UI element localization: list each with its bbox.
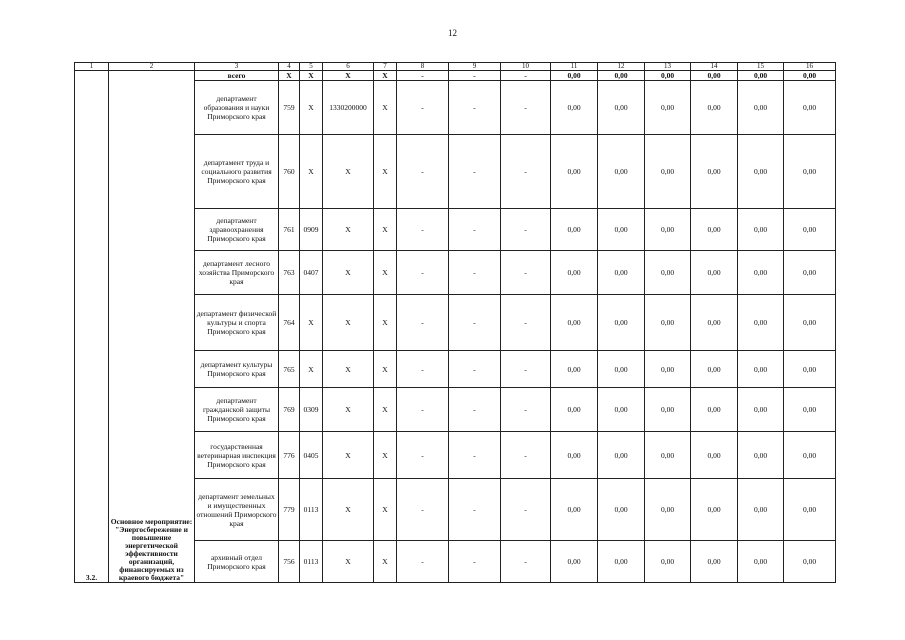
cell: 0,00 — [738, 295, 784, 351]
cell: 0,00 — [784, 135, 836, 209]
cell: X — [374, 295, 397, 351]
cell: - — [397, 541, 449, 583]
cell: 0,00 — [738, 388, 784, 432]
cell: X — [323, 479, 374, 541]
cell: 0,00 — [551, 541, 598, 583]
cell: 0,00 — [784, 388, 836, 432]
cell: X — [323, 71, 374, 81]
cell: - — [449, 351, 501, 388]
cell: 0,00 — [645, 71, 691, 81]
cell: - — [501, 388, 551, 432]
cell: - — [449, 81, 501, 135]
cell: X — [323, 135, 374, 209]
cell: - — [501, 135, 551, 209]
cell: - — [397, 209, 449, 251]
cell: 0,00 — [598, 351, 645, 388]
cell: - — [397, 251, 449, 295]
cell: X — [374, 479, 397, 541]
cell: X — [374, 251, 397, 295]
cell: - — [397, 351, 449, 388]
col-header: 8 — [397, 63, 449, 71]
col-header: 12 — [598, 63, 645, 71]
row-number: 3.2. — [75, 71, 109, 583]
cell: 0,00 — [598, 479, 645, 541]
cell: 0407 — [300, 251, 323, 295]
col-header: 11 — [551, 63, 598, 71]
department-name: департамент труда и социального развития Приморского края — [195, 135, 279, 209]
cell: 0405 — [300, 432, 323, 479]
budget-table — [74, 62, 836, 583]
cell: 0,00 — [784, 251, 836, 295]
cell: 0113 — [300, 479, 323, 541]
cell: 0,00 — [691, 351, 738, 388]
department-name: департамент физической культуры и спорта Приморского края — [195, 295, 279, 351]
cell: - — [449, 479, 501, 541]
cell: X — [323, 388, 374, 432]
cell: - — [501, 81, 551, 135]
department-name: департамент земельных и имущественных отношений Приморского края — [195, 479, 279, 541]
cell: 0,00 — [691, 432, 738, 479]
cell: 0,00 — [691, 209, 738, 251]
cell: - — [449, 388, 501, 432]
col-header: 16 — [784, 63, 836, 71]
cell: X — [374, 209, 397, 251]
cell: 0,00 — [691, 81, 738, 135]
cell: 0,00 — [598, 295, 645, 351]
department-name: департамент образования и науки Приморского края — [195, 81, 279, 135]
cell: - — [501, 251, 551, 295]
cell: - — [501, 432, 551, 479]
col-header: 4 — [279, 63, 300, 71]
cell: 0,00 — [691, 541, 738, 583]
cell: 0,00 — [645, 541, 691, 583]
cell: 0,00 — [784, 295, 836, 351]
cell: 0,00 — [645, 351, 691, 388]
department-name: департамент гражданской защиты Приморского края — [195, 388, 279, 432]
total-label: всего — [195, 71, 279, 81]
cell: 0,00 — [645, 81, 691, 135]
cell: X — [374, 388, 397, 432]
col-header: 2 — [109, 63, 195, 71]
cell: 0,00 — [551, 432, 598, 479]
cell: 0,00 — [784, 81, 836, 135]
cell: 0,00 — [738, 541, 784, 583]
col-header: 5 — [300, 63, 323, 71]
cell: 0,00 — [551, 388, 598, 432]
cell: - — [449, 541, 501, 583]
cell: 0,00 — [784, 541, 836, 583]
cell: 0,00 — [738, 351, 784, 388]
cell: - — [449, 295, 501, 351]
cell: X — [323, 209, 374, 251]
cell: 0,00 — [738, 209, 784, 251]
cell: - — [397, 81, 449, 135]
cell: - — [397, 432, 449, 479]
cell: 0,00 — [551, 295, 598, 351]
cell: X — [300, 81, 323, 135]
cell: 0,00 — [551, 135, 598, 209]
col-header: 15 — [738, 63, 784, 71]
col-header: 9 — [449, 63, 501, 71]
cell: 0,00 — [691, 71, 738, 81]
cell: 759 — [279, 81, 300, 135]
cell: 760 — [279, 135, 300, 209]
cell: 0,00 — [598, 432, 645, 479]
cell: - — [501, 541, 551, 583]
cell: - — [449, 135, 501, 209]
col-header: 13 — [645, 63, 691, 71]
cell: - — [449, 432, 501, 479]
cell: 0,00 — [738, 479, 784, 541]
cell: 0,00 — [551, 479, 598, 541]
cell: - — [501, 209, 551, 251]
cell: 0,00 — [738, 251, 784, 295]
cell: 0,00 — [645, 479, 691, 541]
cell: X — [374, 541, 397, 583]
cell: 0,00 — [551, 209, 598, 251]
cell: 776 — [279, 432, 300, 479]
cell: 0,00 — [598, 81, 645, 135]
cell: 0,00 — [551, 81, 598, 135]
cell: - — [501, 295, 551, 351]
cell: 0,00 — [784, 71, 836, 81]
cell: 0,00 — [551, 251, 598, 295]
cell: 761 — [279, 209, 300, 251]
cell: X — [323, 432, 374, 479]
cell: 0113 — [300, 541, 323, 583]
cell: 0,00 — [645, 251, 691, 295]
cell: - — [397, 135, 449, 209]
cell: 0,00 — [691, 479, 738, 541]
cell: 0,00 — [691, 295, 738, 351]
cell: 779 — [279, 479, 300, 541]
cell: X — [300, 351, 323, 388]
cell: 0909 — [300, 209, 323, 251]
cell: 0,00 — [598, 251, 645, 295]
cell: 764 — [279, 295, 300, 351]
cell: 0,00 — [738, 432, 784, 479]
cell: 0,00 — [645, 209, 691, 251]
cell: 0,00 — [738, 135, 784, 209]
cell: X — [374, 71, 397, 81]
cell: 0,00 — [598, 71, 645, 81]
cell: X — [374, 351, 397, 388]
cell: 0,00 — [691, 388, 738, 432]
cell: - — [397, 479, 449, 541]
cell: - — [501, 351, 551, 388]
cell: X — [323, 295, 374, 351]
cell: 0,00 — [784, 351, 836, 388]
cell: 0309 — [300, 388, 323, 432]
cell: - — [501, 479, 551, 541]
col-header: 10 — [501, 63, 551, 71]
cell: 763 — [279, 251, 300, 295]
cell: - — [397, 295, 449, 351]
cell: X — [323, 251, 374, 295]
cell: 0,00 — [691, 251, 738, 295]
cell: 0,00 — [784, 479, 836, 541]
cell: 0,00 — [738, 71, 784, 81]
summary-row — [75, 71, 836, 81]
cell: - — [397, 388, 449, 432]
cell: 0,00 — [645, 135, 691, 209]
event-description: Основное мероприятие: "Энергосбережение и повышение энергетической эффективности организаций, финансируемых из краевого бюджета" — [109, 71, 195, 583]
cell: 0,00 — [598, 388, 645, 432]
cell: 0,00 — [645, 388, 691, 432]
cell: - — [449, 251, 501, 295]
cell: 0,00 — [598, 541, 645, 583]
cell: - — [449, 71, 501, 81]
cell: 765 — [279, 351, 300, 388]
cell: 0,00 — [645, 295, 691, 351]
col-header: 6 — [323, 63, 374, 71]
cell: 0,00 — [738, 81, 784, 135]
cell: 0,00 — [784, 432, 836, 479]
cell: X — [300, 295, 323, 351]
cell: X — [374, 135, 397, 209]
cell: 756 — [279, 541, 300, 583]
cell: X — [323, 351, 374, 388]
cell: X — [323, 541, 374, 583]
department-name: департамент культуры Приморского края — [195, 351, 279, 388]
cell: - — [397, 71, 449, 81]
cell: 0,00 — [598, 135, 645, 209]
cell: 0,00 — [598, 209, 645, 251]
header-row — [75, 63, 836, 71]
page-number: 12 — [448, 28, 457, 38]
cell: X — [374, 432, 397, 479]
col-header: 1 — [75, 63, 109, 71]
cell: 0,00 — [551, 71, 598, 81]
cell: 0,00 — [691, 135, 738, 209]
department-name: государственная ветеринарная инспекция Приморского края — [195, 432, 279, 479]
col-header: 3 — [195, 63, 279, 71]
cell: X — [300, 135, 323, 209]
cell: 0,00 — [551, 351, 598, 388]
col-header: 14 — [691, 63, 738, 71]
cell: 1330200000 — [323, 81, 374, 135]
cell: X — [374, 81, 397, 135]
cell: 0,00 — [784, 209, 836, 251]
department-name: архивный отдел Приморского края — [195, 541, 279, 583]
cell: - — [449, 209, 501, 251]
cell: X — [300, 71, 323, 81]
department-name: департамент лесного хозяйства Приморского края — [195, 251, 279, 295]
cell: 769 — [279, 388, 300, 432]
col-header: 7 — [374, 63, 397, 71]
cell: - — [501, 71, 551, 81]
department-name: департамент здравоохранения Приморского края — [195, 209, 279, 251]
cell: 0,00 — [645, 432, 691, 479]
cell: X — [279, 71, 300, 81]
